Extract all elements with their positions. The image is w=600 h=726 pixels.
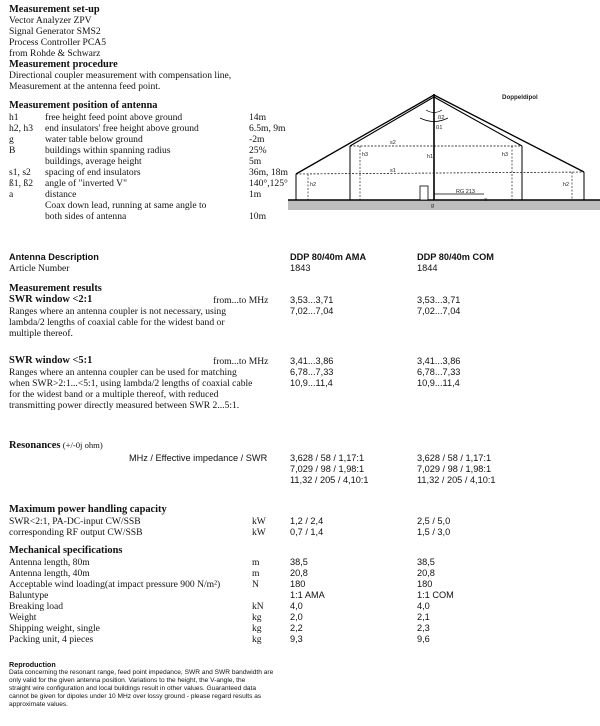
diagram-label-b2: ß2 xyxy=(438,115,445,121)
swr2-desc: multiple thereof. xyxy=(9,328,73,339)
position-symbol: g xyxy=(9,134,14,145)
diagram-title: Doppeldipol xyxy=(502,94,538,101)
footnote-line: only valid for the given antenna position. Variations to the height, the V-angle, the xyxy=(9,677,246,684)
position-value: 5m xyxy=(249,156,262,167)
power-heading: Maximum power handling capacity xyxy=(9,504,167,515)
position-value: 25% xyxy=(249,145,267,156)
mech-col2: 2,3 xyxy=(417,623,430,633)
resonance-col1: 7,029 / 98 / 1,98:1 xyxy=(290,464,365,474)
mech-unit: N xyxy=(252,579,259,590)
power-col1: 0,7 / 1,4 xyxy=(290,527,324,537)
diagram-label-h3: h3 xyxy=(502,152,509,158)
position-value: 1m xyxy=(249,189,262,200)
swr5-col1: 10,9...11,4 xyxy=(290,378,333,388)
resonances-title: Resonances xyxy=(9,440,61,451)
mech-label: Acceptable wind loading(at impact pressure 900 N/m²) xyxy=(9,579,221,590)
dim-s1 xyxy=(296,172,584,174)
resonance-col2: 3,628 / 58 / 1,17:1 xyxy=(417,453,492,463)
diagram-label-coax: RG 213 xyxy=(456,189,475,195)
swr2-title: SWR window <2:1 xyxy=(9,294,93,305)
diagram-label-b1: ß1 xyxy=(436,125,443,131)
procedure-line: Directional coupler measurement with compensation line, xyxy=(9,70,232,81)
swr5-col2: 3,41...3,86 xyxy=(417,356,461,366)
resonance-col2: 7,029 / 98 / 1,98:1 xyxy=(417,464,492,474)
mech-col1: 2,0 xyxy=(290,612,303,622)
swr2-col2: 7,02...7,04 xyxy=(417,306,461,316)
mech-col2: 20,8 xyxy=(417,568,435,578)
diagram-label-h3: h3 xyxy=(362,152,369,158)
coax-desc: both sides of antenna xyxy=(45,211,127,222)
wire-80m-left xyxy=(296,95,434,174)
mech-col2: 180 xyxy=(417,579,433,589)
mech-label: Packing unit, 4 pieces xyxy=(9,634,94,645)
position-desc: end insulators' free height above ground xyxy=(45,123,199,134)
mech-label: Breaking load xyxy=(9,601,64,612)
ground-hatch xyxy=(288,200,600,210)
position-value: 140°,125° xyxy=(249,178,288,189)
swr2-range-label: from...to MHz xyxy=(213,295,269,306)
resonances-sub-label: MHz / Effective impedance / SWR xyxy=(129,453,268,463)
setup-heading: Measurement set-up xyxy=(9,4,100,15)
diagram-label-h2: h2 xyxy=(310,182,317,188)
position-symbol: s1, s2 xyxy=(9,167,31,178)
position-value: 6.5m, 9m xyxy=(249,123,286,134)
swr5-col2: 6,78...7,33 xyxy=(417,367,461,377)
mech-col2: 2,1 xyxy=(417,612,430,622)
swr5-col1: 3,41...3,86 xyxy=(290,356,334,366)
col1-name: DDP 80/40m AMA xyxy=(290,252,367,262)
diagram-label-s1: s1 xyxy=(390,168,396,174)
swr5-col2: 10,9...11,4 xyxy=(417,378,460,388)
power-unit: kW xyxy=(252,527,266,538)
position-desc: free height feed point above ground xyxy=(45,112,183,123)
swr2-desc: Ranges where an antenna coupler is not necessary, using xyxy=(9,306,227,317)
position-desc: buildings within spanning radius xyxy=(45,145,171,156)
footnote-line: straight wire configuration and local buildings result in other values. Guaranteed data xyxy=(9,685,257,692)
position-desc: spacing of end insulators xyxy=(45,167,141,178)
mech-unit: kN xyxy=(252,601,264,612)
col2-article: 1844 xyxy=(417,263,438,273)
mech-col2: 1:1 COM xyxy=(417,590,454,600)
mech-label: Weight xyxy=(9,612,37,623)
power-col2: 1,5 / 3,0 xyxy=(417,527,451,537)
setup-line: from Rohde & Schwarz xyxy=(9,48,101,59)
position-symbol: a xyxy=(9,189,14,200)
swr5-col1: 6,78...7,33 xyxy=(290,367,334,377)
swr5-title: SWR window <5:1 xyxy=(9,355,93,366)
resonances-heading xyxy=(9,440,103,451)
position-value: -2m xyxy=(249,134,265,145)
resonance-col1: 11,32 / 205 / 4,10:1 xyxy=(290,475,369,485)
mech-col1: 1:1 AMA xyxy=(290,590,325,600)
building xyxy=(420,186,428,200)
swr5-desc: transmitting power directly measured between SWR 2...5:1. xyxy=(9,400,240,411)
col2-name: DDP 80/40m COM xyxy=(417,252,494,262)
position-symbol: B xyxy=(9,145,16,156)
procedure-line: Measurement at the antenna feed point. xyxy=(9,81,161,92)
setup-line: Signal Generator SMS2 xyxy=(9,26,101,37)
power-label: corresponding RF output CW/SSB xyxy=(9,527,143,538)
swr5-range-label: from...to MHz xyxy=(213,356,269,367)
article-number-label: Article Number xyxy=(9,263,70,274)
mech-label: Antenna length, 40m xyxy=(9,568,90,579)
power-unit: kW xyxy=(252,516,266,527)
resonance-col1: 3,628 / 58 / 1,17:1 xyxy=(290,453,365,463)
mech-unit: m xyxy=(252,557,260,568)
wire-40m-right xyxy=(434,97,522,146)
swr2-col2: 3,53...3,71 xyxy=(417,295,461,305)
position-value: 14m xyxy=(249,112,267,123)
diagram-label-h1: h1 xyxy=(427,154,434,160)
swr2-desc: lambda/2 lengths of coaxial cable for the widest band or xyxy=(9,317,225,328)
mech-col1: 2,2 xyxy=(290,623,303,633)
footnote-line: Data concerning the resonant range, feed point impedance, SWR and SWR bandwidth are xyxy=(9,669,274,676)
mech-col1: 38,5 xyxy=(290,557,308,567)
mech-col1: 9,3 xyxy=(290,634,303,644)
diagram-label-s2: s2 xyxy=(390,140,396,146)
antenna-desc-label: Antenna Description xyxy=(9,252,99,262)
power-col1: 1,2 / 2,4 xyxy=(290,516,324,526)
results-heading: Measurement results xyxy=(9,283,102,294)
coax-desc: Coax down lead, running at same angle to xyxy=(45,200,207,211)
mech-label: Shipping weight, single xyxy=(9,623,100,634)
resonances-suffix: (+/-0j ohm) xyxy=(62,440,103,450)
antenna-diagram-svg xyxy=(288,88,600,218)
setup-line: Vector Analyzer ZPV xyxy=(9,15,92,26)
mech-unit: kg xyxy=(252,623,262,634)
power-col2: 2,5 / 5,0 xyxy=(417,516,451,526)
position-heading: Measurement position of antenna xyxy=(9,100,158,111)
mech-col1: 180 xyxy=(290,579,306,589)
position-symbol: ß1, ß2 xyxy=(9,178,33,189)
mech-unit: kg xyxy=(252,634,262,645)
mech-label: Antenna length, 80m xyxy=(9,557,90,568)
col1-article: 1843 xyxy=(290,263,311,273)
diagram-label-a: a xyxy=(484,197,488,203)
position-symbol: h2, h3 xyxy=(9,123,33,134)
mech-unit: m xyxy=(252,568,260,579)
mech-col2: 4,0 xyxy=(417,601,430,611)
resonance-col2: 11,32 / 205 / 4,10:1 xyxy=(417,475,496,485)
mech-col2: 9,6 xyxy=(417,634,430,644)
footnote-line: cannot be given for dipoles under 10 MHz over lossy ground - please regard results as xyxy=(9,693,262,700)
swr5-desc: Ranges where an antenna coupler can be used for matching xyxy=(9,367,237,378)
position-desc: distance xyxy=(45,189,77,200)
procedure-heading: Measurement procedure xyxy=(9,59,118,70)
swr2-col1: 7,02...7,04 xyxy=(290,306,334,316)
power-label: SWR<2:1, PA-DC-input CW/SSB xyxy=(9,516,141,527)
position-desc: buildings, average height xyxy=(45,156,142,167)
mechanical-heading: Mechanical specifications xyxy=(9,545,123,556)
diagram-label-g: g xyxy=(431,203,435,209)
antenna-diagram xyxy=(288,88,600,218)
footnote-heading: Reproduction xyxy=(9,660,56,669)
coax-value: 10m xyxy=(249,211,267,222)
mech-label: Baluntype xyxy=(9,590,49,601)
mech-col2: 38,5 xyxy=(417,557,435,567)
position-desc: water table below ground xyxy=(45,134,143,145)
setup-line: Process Controller PCA5 xyxy=(9,37,107,48)
swr2-col1: 3,53...3,71 xyxy=(290,295,334,305)
position-symbol: h1 xyxy=(9,112,19,123)
mech-col1: 4,0 xyxy=(290,601,303,611)
swr5-desc: when SWR>2:1...<5:1, using lambda/2 lengths of coaxial cable xyxy=(9,378,253,389)
diagram-label-h2: h2 xyxy=(563,182,570,188)
position-desc: angle of "inverted V" xyxy=(45,178,127,189)
position-value: 36m, 18m xyxy=(249,167,288,178)
mech-unit: kg xyxy=(252,612,262,623)
mech-col1: 20,8 xyxy=(290,568,308,578)
wire-80m-right xyxy=(434,95,584,172)
swr5-desc: for the widest band or a multiple thereof, with reduced xyxy=(9,389,219,400)
footnote-line: approximate values. xyxy=(9,701,69,708)
